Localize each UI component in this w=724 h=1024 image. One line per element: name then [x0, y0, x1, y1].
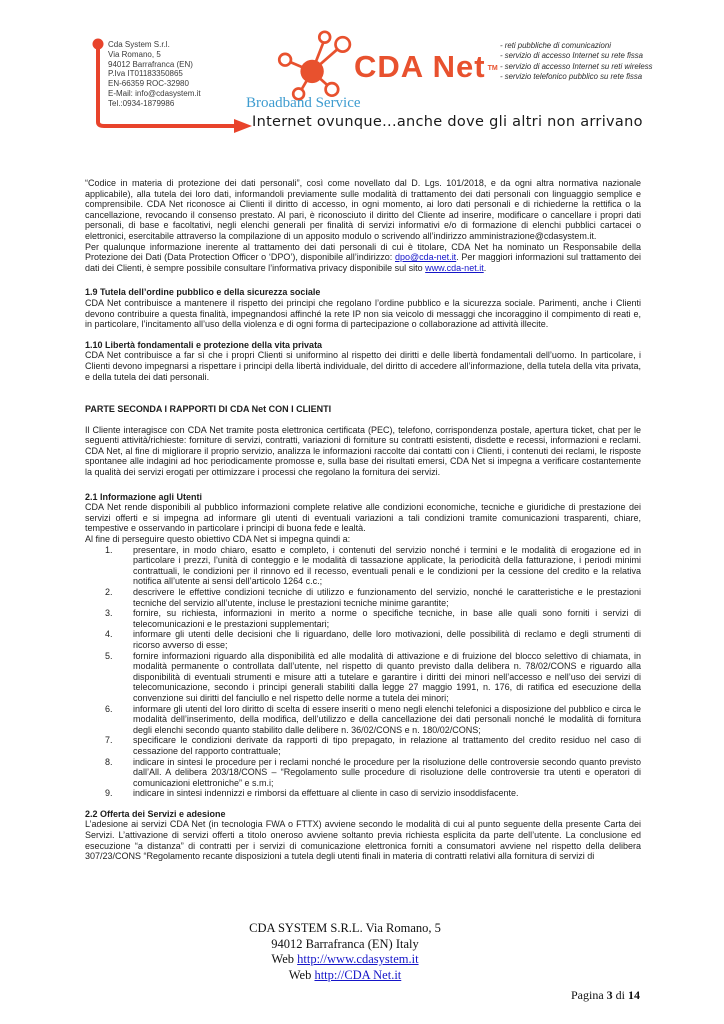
footer-address-line: 94012 Barrafranca (EN) Italy	[271, 936, 419, 951]
service-item: - servizio di accesso Internet su reti wireless	[500, 61, 653, 71]
service-item: - reti pubbliche di comunicazioni	[500, 41, 611, 50]
company-registry: EN-66359 ROC-32980	[108, 79, 189, 89]
section-2-2-heading: 2.2 Offerta dei Servizi e adesione	[85, 808, 226, 819]
list-item-text: informare gli utenti delle decisioni che li riguardano, delle loro motivazioni, delle possibilità di reclamo e degli strumenti di ricorso avverso di esse;	[133, 629, 641, 650]
footer-web-line	[0, 952, 690, 968]
page-number-label: Pagina	[570, 988, 607, 1002]
company-city: 94012 Barrafranca (EN)	[108, 59, 193, 69]
list-item	[105, 629, 641, 650]
footer-company-line: CDA SYSTEM S.R.L. Via Romano, 5	[249, 921, 441, 935]
tagline: Internet ovunque...anche dove gli altri non arrivano	[252, 114, 643, 130]
company-vat: P.Iva IT01183350865	[108, 69, 183, 79]
company-info	[108, 40, 201, 109]
list-item-text: presentare, in modo chiaro, esatto e completo, i contenuti del servizio nonché i termini e le modalità di erogazione ed in particolare i prezzi, l’unità di conteggio e le modalità di tassazione applicate, la periodicità della fatturazione, i periodi minimi contrattuali, le condizioni per il rinnovo ed il recesso, eventuali penali e le condizioni per la cessione del credito e la relativa notifica all’utente ai sensi dell’articolo 1264 c.c.;	[133, 544, 641, 587]
company-phone: Tel.:0934-1879986	[108, 98, 175, 108]
paragraph-text: “Codice in materia di protezione dei dati personali”, così come novellato dal D. Lgs. 101/2018, e da ogni altra normativa nazionale applicabile), alla tutela dei loro dati, informandoli previamente sulle modalità di trattamento dei dati personali con linguaggio semplice e comprensibile. CDA Net riconosce ai Clienti il diritto di accesso, in ogni momento, ai loro dati personali e di richiederne la rettifica o la cancellazione, revocando il consenso prestato. Al pari, è riconosciuto il diritto del Cliente ad inserire, modificare o cancellare i propri dati personali, di base e facoltativi, negli elenchi generali per finalità di servizi informativi e/o di formazione di elenchi pubblici cartacei o elettronici, esercitabile attraverso la compilazione di un apposito modulo o scrivendo all’indirizzo amministrazione@cdasystem.it.	[85, 178, 641, 241]
list-item-number: 5.	[105, 650, 113, 661]
footer-web-line	[0, 968, 690, 984]
company-email: E-Mail: info@cdasystem.it	[108, 88, 201, 98]
page-number-current: 3	[606, 988, 613, 1002]
footer-cdasystem-link[interactable]: http://www.cdasystem.it	[297, 952, 419, 966]
section-1-9-heading: 1.9 Tutela dell’ordine pubblico e della sicurezza sociale	[85, 287, 321, 298]
list-item	[105, 704, 641, 736]
list-item-number: 3.	[105, 608, 113, 619]
paragraph-text: . Per maggiori informazioni sul trattamento dei dati dei Clienti, è sempre possibile consultare l’informativa privacy disponibile sul sito	[85, 252, 641, 273]
company-address: Via Romano, 5	[108, 49, 161, 59]
list-item-text: descrivere le effettive condizioni tecniche di utilizzo e funzionamento del servizio, nonché le caratteristiche e le prestazioni tecniche del servizio all’utente, incluse le prestazioni tecniche minime garantite;	[133, 587, 641, 608]
part-two-body: Il Cliente interagisce con CDA Net tramite posta elettronica certificata (PEC), telefono, corrispondenza postale, apertura ticket, chat per le seguenti attività/richieste: forniture di servizi, contratti, variazioni di forniture su contratti esistenti, disdette e recessi, informazioni e reclami. CDA Net, al fine di migliorare il proprio servizio, analizza le informazioni raccolte dai contatti con i Clienti, i contenuti dei reclami, le risposte spontanee alle indagini ad hoc periodicamente promosse e, sulla base dei risultati emersi, CDA Net si impegna a verificare costantemente la qualità dei servizi erogati per ottimizzare i processi che regolano la fornitura dei servizi.	[85, 424, 641, 478]
privacy-site-link[interactable]: www.cda-net.it	[425, 262, 484, 273]
list-item-text: fornire informazioni riguardo alla disponibilità ed alle modalità di attivazione e di fruizione del blocco selettivo di chiamata, in modalità permanente o controllata dall’utente, nel rispetto di quanto previsto dalla delibera n. 78/02/CONS e riguardo alla disponibilità di eventuali strumenti e misure atti a tutelare e garantire i diritti dei minori nell’accesso e nell’uso dei servizi di telecomunicazione, secondo i principi generali stabiliti dalla legge 27 maggio 1991, n. 176, di ratifica ed esecuzione della convenzione sui diritti del fanciullo e nel rispetto delle norme a tutela dei minori;	[133, 650, 641, 703]
list-item-number: 8.	[105, 756, 113, 767]
logo-wordmark: CDA Net	[354, 48, 486, 84]
list-item-text: fornire, su richiesta, informazioni in merito a norme o specifiche tecniche, in base alle quali sono forniti i servizi di telecomunicazioni e le prestazioni supplementari;	[133, 608, 641, 629]
document-body	[85, 178, 641, 862]
section-2-2-body: L’adesione ai servizi CDA Net (in tecnologia FWA o FTTX) avviene secondo le modalità di cui al punto seguente della presente Carta dei Servizi. L’attivazione di servizi offerti a titolo oneroso avviene soltanto previa richiesta esplicita da parte dell’utente. La conclusione ed esecuzione “a distanza” di contratti per i servizi di comunicazione elettronica forniti a consumatori avviene nel rispetto della delibera 307/23/CONS “Regolamento recante disposizioni a tutela degli utenti finali in materia di contratti relativi alla fornitura di servizi di	[85, 819, 641, 862]
list-item-number: 1.	[105, 544, 113, 555]
trademark-symbol: TM	[487, 64, 498, 72]
list-item-number: 9.	[105, 788, 113, 799]
section-2-1-heading: 2.1 Informazione agli Utenti	[85, 491, 203, 502]
part-two-heading: PARTE SECONDA I RAPPORTI DI CDA Net CON I CLIENTI	[85, 404, 332, 415]
obligations-list	[85, 545, 641, 799]
footer-cdanet-link[interactable]: http://CDA Net.it	[314, 967, 402, 982]
cda-net-network-icon	[272, 30, 354, 102]
logo	[272, 30, 498, 102]
logo-subtitle: Broadband Service	[246, 95, 361, 111]
list-item-number: 6.	[105, 703, 113, 714]
list-item-text: indicare in sintesi indennizzi e rimborsi da effettuare al cliente in caso di servizio insoddisfacente.	[133, 788, 519, 799]
list-item-text: informare gli utenti del loro diritto di scelta di essere inseriti o meno negli elenchi telefonici a disposizione del pubblico e circa le modalità dell’inserimento, della modifica, dell’utilizzo e della cancellazione dei dati personali nonché le modalità di fornitura degli elenchi secondo quanto stabilito dalle delibere n. 36/02/CONS e n. 180/02/CONS;	[133, 703, 641, 735]
list-item-text: indicare in sintesi le procedure per i reclami nonché le procedure per la risoluzione delle controversie secondo quanto previsto dall’All. A delibera 203/18/CONS – “Regolamento sulle procedure di risoluzione delle controversie tra utenti e operatori di comunicazioni elettroniche” e s.m.i;	[133, 756, 641, 788]
list-item	[105, 788, 641, 799]
section-1-10-body: CDA Net contribuisce a far sì che i propri Clienti si uniformino al rispetto dei diritti e delle libertà fondamentali dell’uomo. In particolare, i Clienti devono impegnarsi a rispettare i principi della libertà individuale, del diritto di accedere all’informazione, della tutela della vita privata, e della tutela dei dati personali.	[85, 350, 641, 382]
list-item-text: specificare le condizioni derivate da rapporti di tipo prepagato, in relazione al trattamento del credito residuo nel caso di cessazione del rapporto contrattuale;	[133, 735, 641, 756]
page-number-total: 14	[628, 988, 640, 1002]
list-item	[105, 735, 641, 756]
list-item	[105, 651, 641, 704]
section-2-1-body: CDA Net rende disponibili al pubblico informazioni complete relative alle condizioni economiche, tecniche e giuridiche di prestazione dei servizi offerti e si impegna ad informare gli utenti di eventuali variazioni a tali condizioni tramite comunicazioni trasparenti, chiare, tempestive e osservando in particolare i principi di buona fede e lealtà.	[85, 502, 641, 534]
list-item-number: 7.	[105, 735, 113, 746]
company-name: Cda System S.r.l.	[108, 40, 170, 49]
services-list	[500, 41, 653, 83]
list-item-number: 2.	[105, 587, 113, 597]
paragraph-text: .	[483, 262, 487, 273]
list-item-number: 4.	[105, 629, 113, 640]
footer-web-label: Web	[271, 952, 298, 966]
page-number-of: di	[612, 988, 628, 1002]
list-item	[105, 608, 641, 629]
page-number	[571, 988, 640, 1003]
section-1-10-heading: 1.10 Libertà fondamentali e protezione della vita privata	[85, 339, 323, 350]
section-1-9-body: CDA Net contribuisce a mantenere il rispetto dei principi che regolano l’ordine pubblico e la sicurezza sociale. Parimenti, anche i Clienti devono contribuire a questa finalità, impegnandosi affinché la rete IP non sia veicolo di messaggi che incoraggino il compimento di reati e, in particolare, l’incitamento all’uso della violenza e di ogni forma di partecipazione o collaborazione ad attività illecite.	[85, 297, 641, 330]
paragraph-data-protection	[85, 178, 641, 242]
service-item: - servizio di accesso Internet su rete fissa	[500, 51, 644, 61]
list-item	[105, 587, 641, 608]
section-2-1-lead: Al fine di perseguire questo obiettivo CDA Net si impegna quindi a:	[85, 534, 351, 545]
list-item	[105, 757, 641, 789]
footer-web-label: Web	[288, 967, 315, 982]
page-footer	[0, 921, 690, 983]
service-item: - servizio telefonico pubblico su rete fissa	[500, 72, 643, 82]
list-item	[105, 545, 641, 587]
paragraph-dpo	[85, 242, 641, 274]
paragraph-text: Per qualunque informazione inerente al trattamento dei dati personali di cui è titolare, CDA Net ha nominato un Responsabile della Protezione dei Dati (Data Protection Officer o ‘DPO’), disponibile all’indirizzo:	[85, 241, 641, 263]
dpo-email-link[interactable]: dpo@cda-net.it	[395, 252, 457, 263]
